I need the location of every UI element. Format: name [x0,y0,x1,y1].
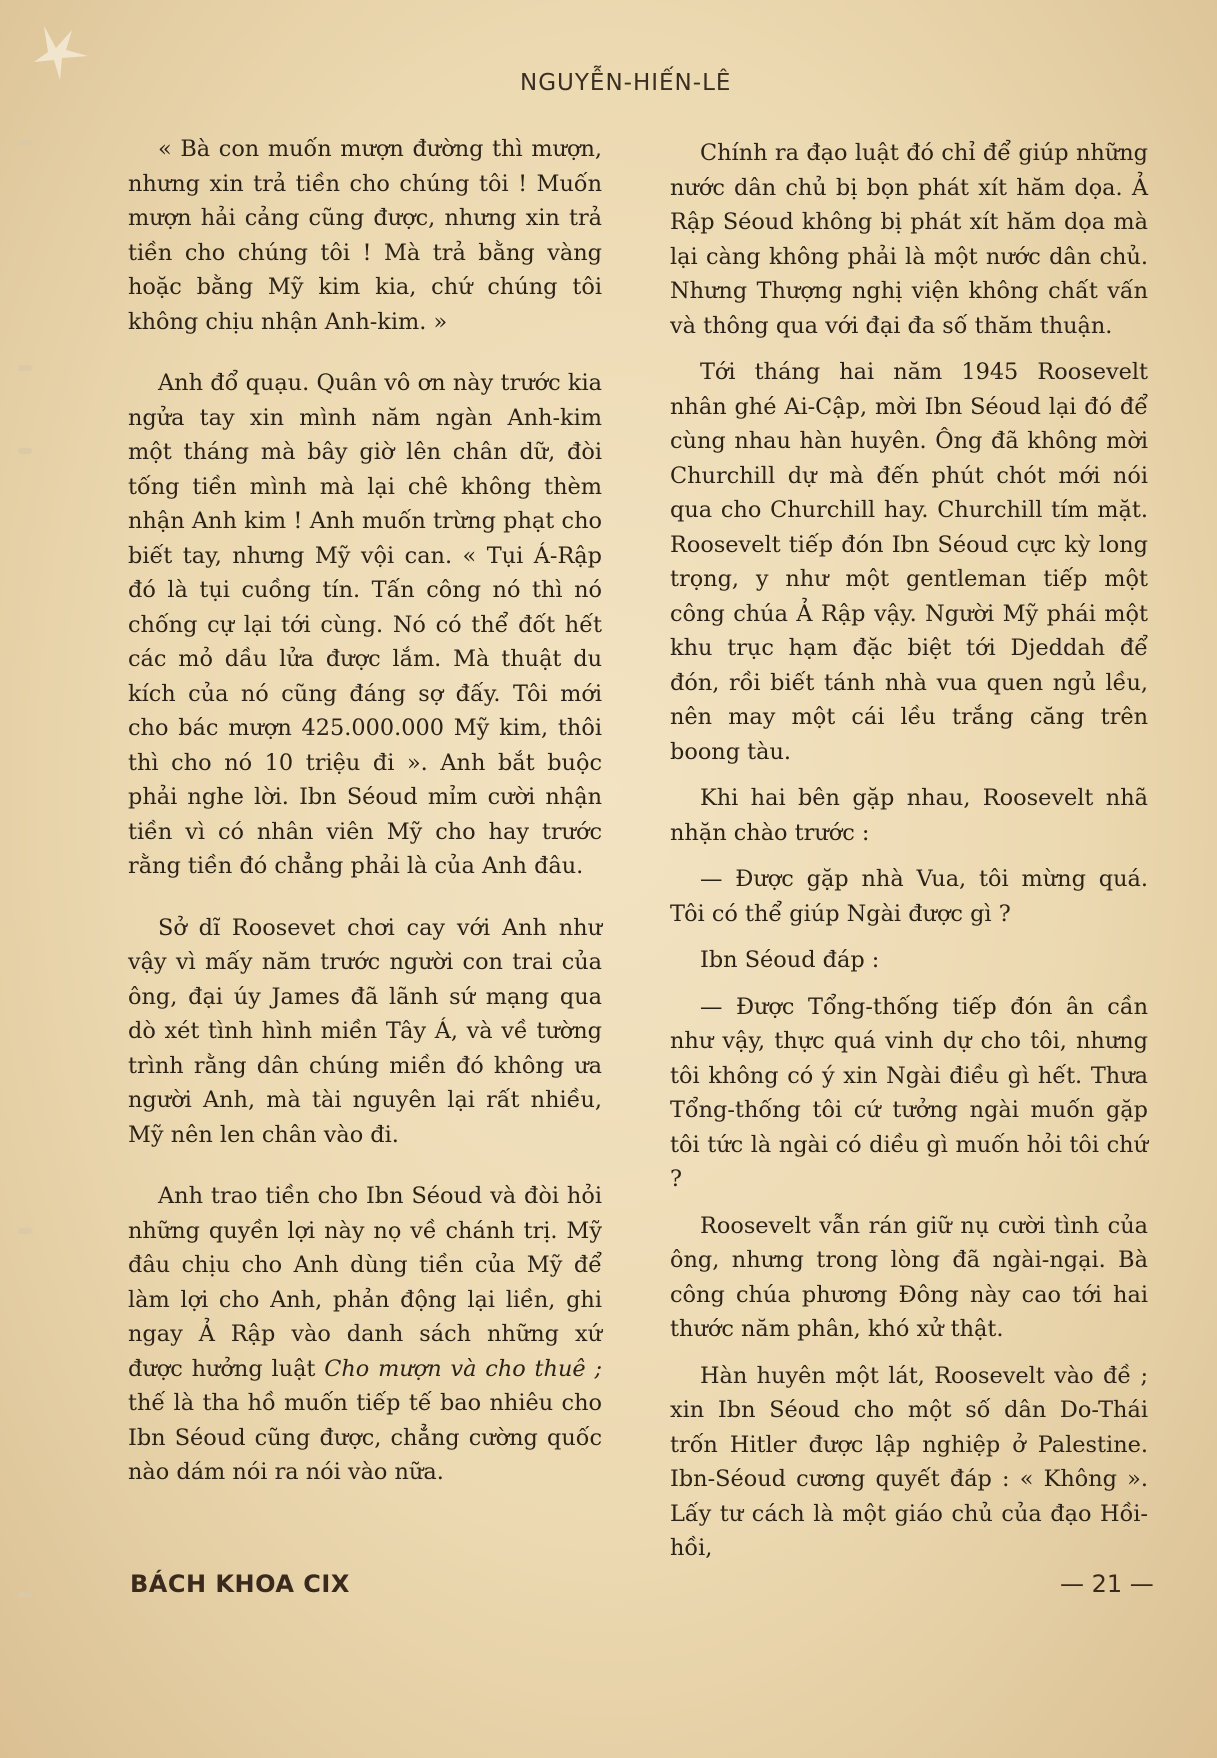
paragraph: Chính ra đạo luật đó chỉ để giúp những nước dân chủ bị bọn phát xít hăm dọa. Ả Rập Séoud không bị phát xít hăm dọa mà lại càng không phải là một nước dân chủ. Nhưng Thượng nghị viện không chất vấn và thông qua với đại đa số thăm thuận. [670,140,1148,339]
binding-mark [18,1228,32,1234]
binding-mark [18,448,32,454]
dialogue-line: — Được Tổng-thống tiếp đón ân cần như vậy, thực quá vinh dự cho tôi, nhưng tôi không có ý xin Ngài điều gì hết. Thưa Tổng-thống tôi cứ tưởng ngài muốn gặp tôi tức là ngài có diều gì muốn hỏi tôi chứ ? [670,993,1148,1192]
paragraph: Ibn Séoud đáp : [700,947,880,973]
paragraph-text: Anh trao tiền cho Ibn Séoud và đòi hỏi những quyền lợi này nọ về chánh trị. Mỹ đâu chịu cho Anh dùng tiền của Mỹ để làm lợi cho Anh, phản động lại liền, ghi ngay Ả Rập vào danh sách những xứ được hưởng luật [128,1183,602,1382]
paragraph: Anh đổ quạu. Quân vô ơn này trước kia ngửa tay xin mình năm ngàn Anh-kim một tháng mà bây giờ lên chân dữ, đòi tống tiền mình mà lại chê không thèm nhận Anh kim ! Anh muốn trừng phạt cho biết tay, nhưng Mỹ vội can. « Tụi Á-Rập đó là tụi cuồng tín. Tấn công nó thì nó chống cự lại tới cùng. Nó có thể đốt hết các mỏ dầu lửa được lắm. Mà thuật du kích của nó cũng đáng sợ đấy. Tôi mới cho bác mượn 425.000.000 Mỹ kim, thôi thì cho nó 10 triệu đi ». Anh bắt buộc phải nghe lời. Ibn Séoud mỉm cười nhận tiền vì có nhân viên Mỹ cho hay trước rằng tiền đó chẳng phải là của Anh đâu. [128,370,602,879]
dialogue-line: — Được gặp nhà Vua, tôi mừng quá. Tôi có thể giúp Ngài được gì ? [670,866,1148,927]
binding-mark [18,1592,32,1598]
paragraph: « Bà con muốn mượn đường thì mượn, nhưng xin trả tiền cho chúng tôi ! Muốn mượn hải cảng cũng được, nhưng xin trả tiền cho chúng tôi ! Mà trả bằng vàng hoặc bằng Mỹ kim kia, chứ chúng tôi không chịu nhận Anh-kim. » [128,136,602,335]
right-column [670,136,1148,1566]
paragraph: Hàn huyên một lát, Roosevelt vào đề ; xin Ibn Séoud cho một số dân Do-Thái trốn Hitler được lập nghiệp ở Palestine. Ibn-Séoud cương quyết đáp : « Không ». Lấy tư cách là một giáo chủ của đạo Hồi-hồi, [670,1362,1148,1561]
binding-mark [18,140,32,146]
paragraph: Roosevelt vẫn rán giữ nụ cười tình của ông, nhưng trong lòng đã ngài-ngại. Bà công chúa phương Đông này cao tới hai thước năm phân, khó xử thật. [670,1212,1148,1342]
law-name-italic: Cho mượn và cho thuê ; [324,1355,602,1382]
paragraph [128,1179,602,1490]
binding-mark [18,365,32,371]
left-column [128,132,602,1490]
paragraph: Sở dĩ Roosevet chơi cay với Anh như vậy vì mấy năm trước người con trai của ông, đại úy James đã lãnh sứ mạng qua dò xét tình hình miền Tây Á, và về tường trình rằng dân chúng miền đó không ưa người Anh, mà tài nguyên lại rất nhiều, Mỹ nên len chân vào đi. [128,914,602,1148]
magazine-name: BÁCH KHOA CIX [130,1570,350,1598]
page-number: — 21 — [1060,1570,1154,1598]
paragraph-text: thế là tha hồ muốn tiếp tế bao nhiêu cho Ibn Séoud cũng được, chẳng cường quốc nào dám nói ra nói vào nữa. [128,1390,602,1485]
paragraph: Tới tháng hai năm 1945 Roosevelt nhân ghé Ai-Cập, mời Ibn Séoud lại đó để cùng nhau hàn huyên. Ông đã không mời Churchill dự mà đến phút chót mới nói qua cho Churchill hay. Churchill tím mặt. Roosevelt tiếp đón Ibn Séoud cực kỳ long trọng, y như một gentleman tiếp một công chúa Ả Rập vậy. Người Mỹ phái một khu trục hạm đặc biệt tới Djeddah để đón, rồi biết tánh nhà vua quen ngủ lều, nên may một cái lều trắng căng trên boong tàu. [670,359,1148,765]
running-head: NGUYỄN-HIẾN-LÊ [520,70,732,96]
paragraph: Khi hai bên gặp nhau, Roosevelt nhã nhặn chào trước : [670,785,1148,846]
torn-corner-mark [26,22,96,82]
